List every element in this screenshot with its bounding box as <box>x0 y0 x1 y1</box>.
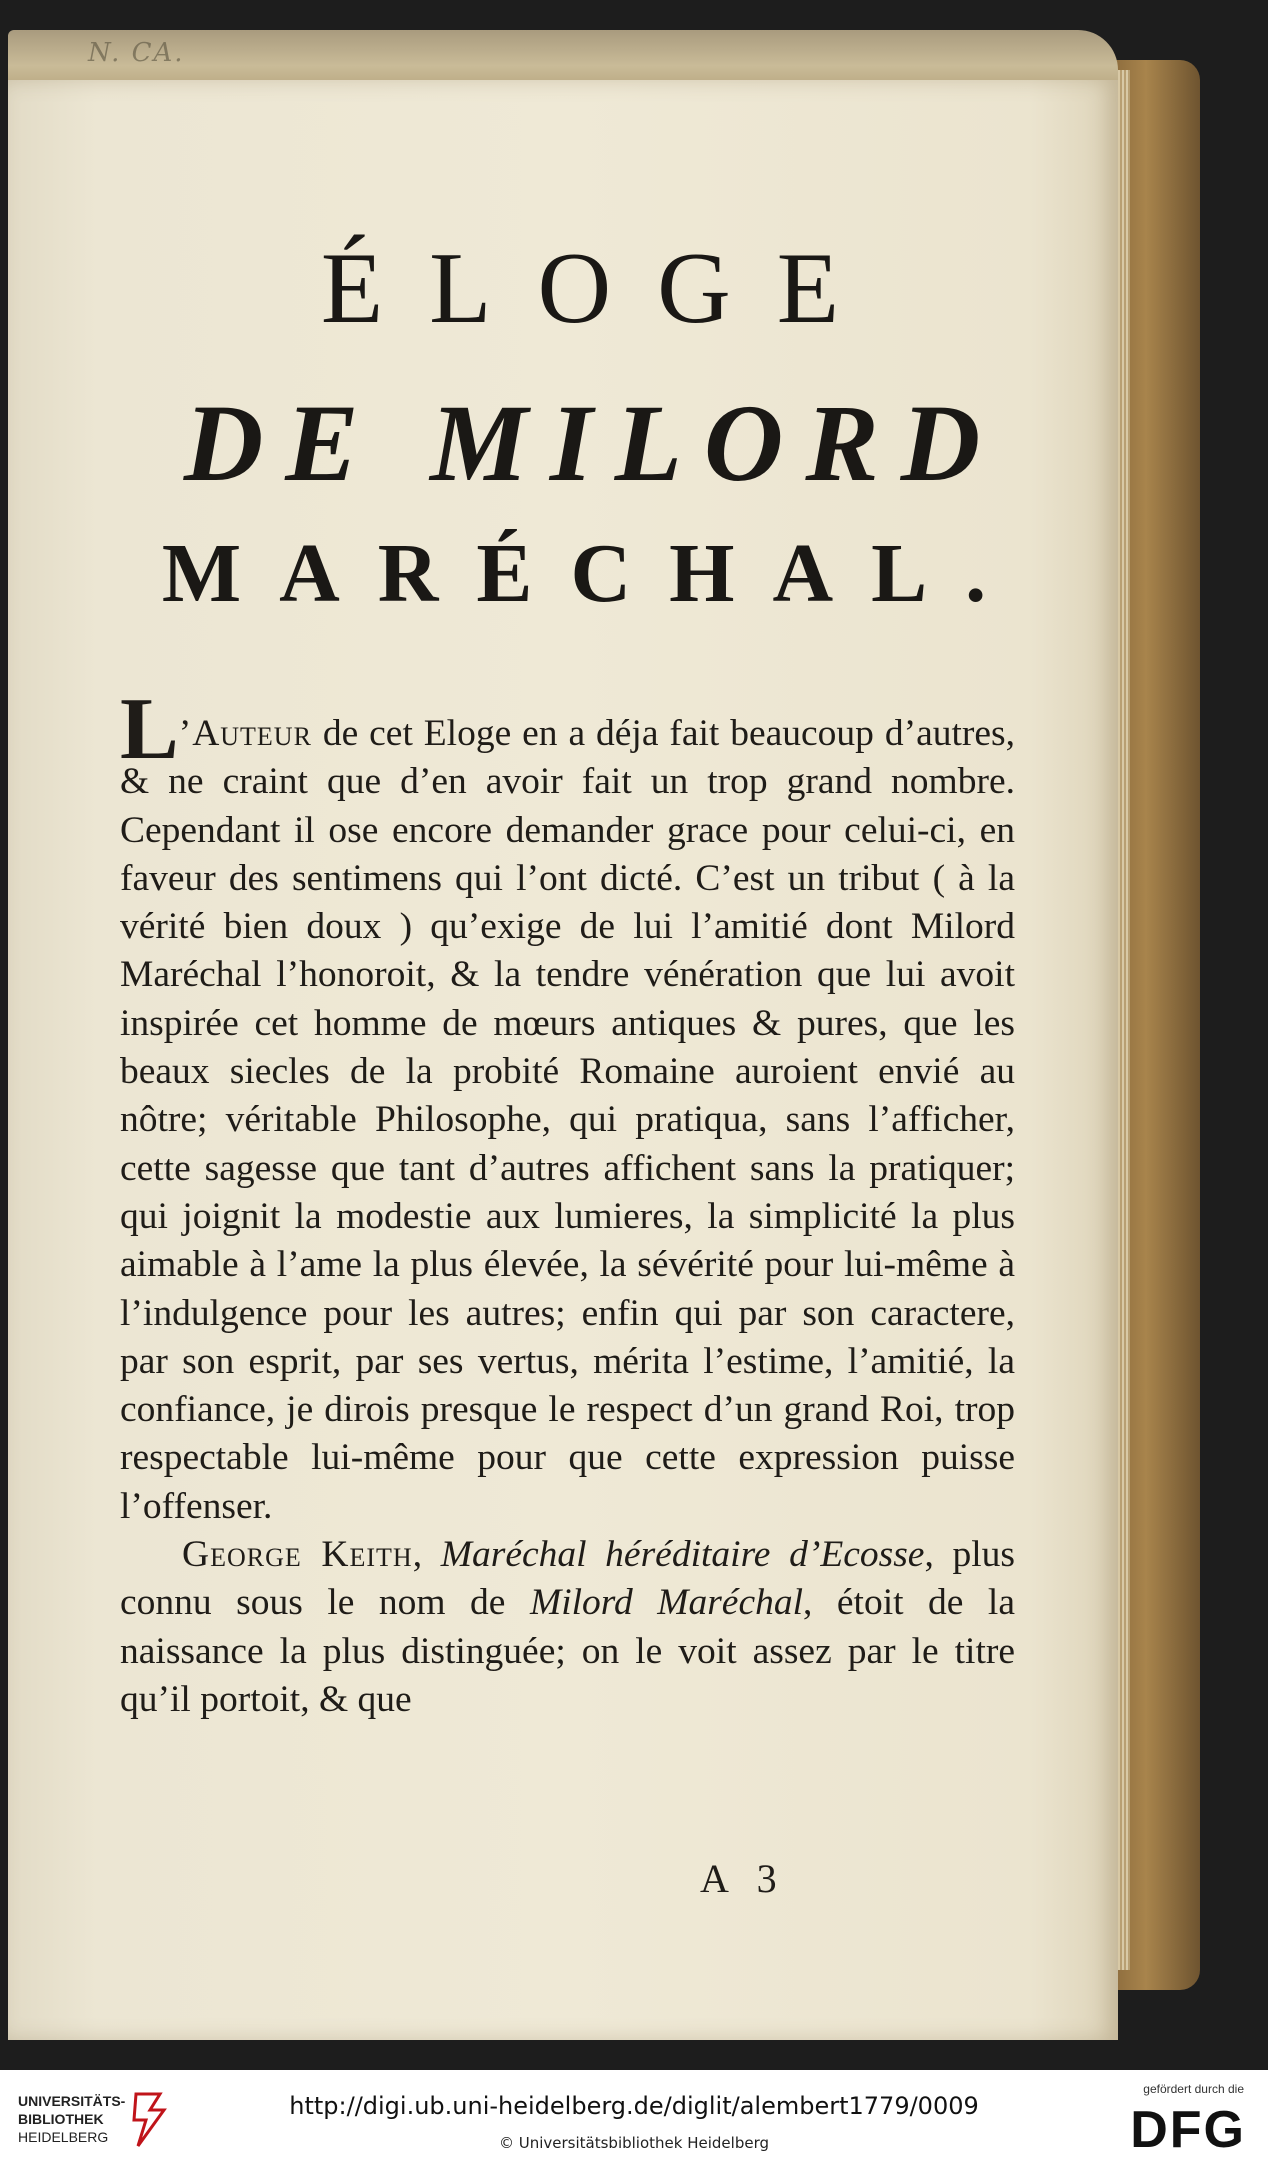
title-line-1: ÉLOGE <box>320 232 886 345</box>
book-page <box>8 80 1118 2040</box>
page-signature: A 3 <box>700 1856 787 1901</box>
alias-milord: Milord Maréchal <box>529 1582 804 1624</box>
paragraph-1-text: de cet Eloge en a déja fait beaucoup d’autres, & ne craint que d’en avoir fait un trop grand nombre. Cependant il ose encore demander grace pour celui-ci, en faveur des sentimens qui l’ont dicté. C’est un tribut ( à la vérité bien doux ) qu’exige de lui l’amitié dont Milord Maréchal l’honoroit, & la tendre vénération que lui avoit inspirée cet homme de mœurs antiques & pures, que les beaux siecles de la probité Romaine auroient envié au nôtre; véritable Philosophe, qui pratiqua, sans l’afficher, cette sagesse que tant d’autres affichent sans la pratiquer; qui joignit la modestie aux lumieres, la simplicité la plus aimable à l’ame la plus élevée, la sévérité pour lui-même à l’indulgence pour les autres; enfin qui par son caractere, par son esprit, par ses vertus, mérita l’estime, l’amitié, la confiance, je dirois presque le respect d’un grand Roi, trop respectable lui-même pour que cette expression puisse l’offenser. <box>120 713 1015 1527</box>
title-line-3: MARÉCHAL. <box>161 527 1025 620</box>
p2-tail: , étoit de la naissance la plus distinguée; on le voit assez par le titre qu’il portoit, & que <box>120 1582 1015 1720</box>
p2-mid: , plus connu sous le nom de <box>120 1534 1015 1624</box>
paragraph-1 <box>120 681 1015 1527</box>
library-line-3: HEIDELBERG <box>18 2129 109 2145</box>
hereditary-title: Maréchal héréditaire d’Ecosse <box>440 1534 925 1576</box>
handwritten-mark: N. CA. <box>88 38 185 68</box>
copyright-text: © Universitätsbibliothek Heidelberg <box>498 2134 769 2152</box>
drop-cap: L <box>120 681 175 778</box>
dfg-logo: DFG <box>1130 2101 1246 2159</box>
library-line-2: BIBLIOTHEK <box>18 2111 104 2127</box>
name-george-keith: George Keith <box>182 1534 413 1576</box>
body-text <box>120 681 1015 1724</box>
funding-note: gefördert durch die <box>1143 2082 1244 2096</box>
library-line-1: UNIVERSITÄTS- <box>18 2093 126 2109</box>
permalink-url[interactable]: http://digi.ub.uni-heidelberg.de/diglit/alembert1779/0009 <box>289 2092 979 2120</box>
footer-bar <box>0 2070 1268 2168</box>
lead-word: ’Auteur <box>178 713 312 754</box>
title-line-2: DE MILORD <box>183 382 1003 504</box>
p2-comma: , <box>412 1534 441 1576</box>
